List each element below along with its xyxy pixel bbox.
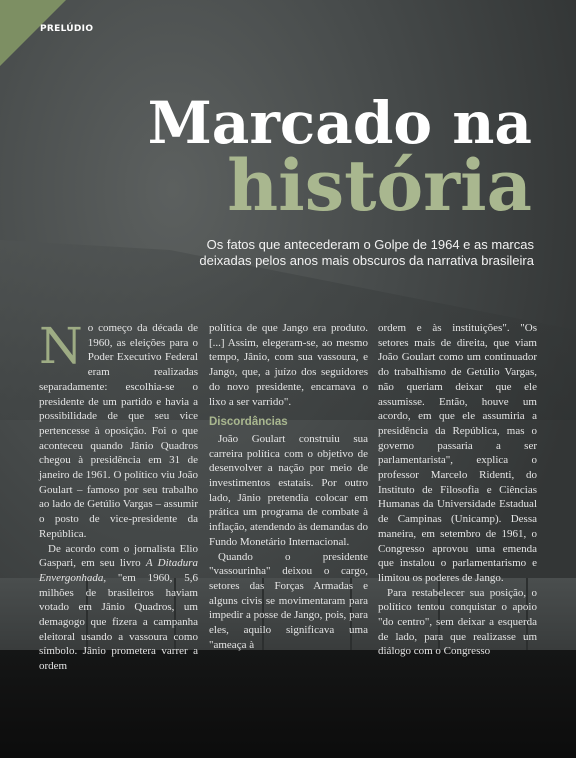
paragraph: ordem e às instituições". "Os setores mais de direita, que viam João Goulart como um continuador do trabalhismo de Getúlio Vargas, não queriam deixar que ele assumisse. Então, houve um acordo, em que ele assumiria a presidência da República, mas o governo passaria a ser parlamentarista", explica o professor Marcelo Ridenti, do Instituto de Filosofia e Ciências Humanas da Universidade Estadual de Campinas (Unicamp). Dessa maneira, em setembro de 1961, o Congresso aprovou uma emenda que instalou o parlamentarismo e limitou os poderes de Jango. xyxy=(378,322,537,584)
paragraph: João Goulart construiu sua carreira política com o objetivo de desenvolver a nação por meio de investimentos estatais. Por outro lado, Jânio pretendia colocar em prática um programa de combate à inflação, atendendo às demandas do Fundo Monetário Internacional. xyxy=(209,432,368,548)
page-subtitle: Os fatos que antecederam o Golpe de 1964 e as marcas deixadas pelos anos mais obscuros da narrativa brasileira xyxy=(199,237,534,268)
article-column-3 xyxy=(378,321,537,659)
article-column-1 xyxy=(39,317,198,674)
paragraph xyxy=(39,317,198,542)
paragraph-text: o começo da década de 1960, as eleições para o Poder Executivo Federal eram realizadas separadamente: escolhia-se o presidente de um partido e havia a possibilidade de que seu vice pertencesse à oposição. Foi o que aconteceu quando Jânio Quadros chegou à presidência em 31 de janeiro de 1961. O político viu João Goulart – famoso por seu trabalho ao lado de Getúlio Vargas – assumir o posto de vice-presidente da República. xyxy=(39,322,198,540)
drop-cap: N xyxy=(39,317,83,375)
page-title-line2: história xyxy=(227,144,532,227)
paragraph-text: , "em 1960, 5,6 milhões de brasileiros haviam votado em Jânio Quadros, um demagogo que fizera a campanha eleitoral usando a vassoura como símbolo. Jânio prometera varrer a ordem xyxy=(39,571,198,673)
article-column-2 xyxy=(209,321,368,652)
section-subheading: Discordâncias xyxy=(209,416,288,429)
page-title-line1: Marcado na xyxy=(147,89,532,157)
paragraph: Para restabelecer sua posição, o político tentou conquistar o apoio "do centro", sem deixar a esquerda de lado, para que realizasse um diálogo com o Congresso xyxy=(378,586,537,658)
section-label: PRELÚDIO xyxy=(40,24,94,34)
paragraph: política de que Jango era produto. [...] Assim, elegeram-se, ao mesmo tempo, Jânio, com sua vassoura, e Jango, que, a juízo dos seguidores do novo presidente, encarnava o lixo a ser varrido". xyxy=(209,322,368,408)
paragraph xyxy=(39,542,198,674)
paragraph: Quando o presidente "vassourinha" deixou o cargo, setores das Forças Armadas e alguns civis se movimentaram para impedir a posse de Jango, pois, para eles, aquilo significava uma "ameaça à xyxy=(209,550,368,651)
book-title: A Ditadura Envergonhada xyxy=(39,557,198,584)
paragraph-text: De acordo com o jornalista Elio Gaspari, em seu livro xyxy=(39,542,198,570)
